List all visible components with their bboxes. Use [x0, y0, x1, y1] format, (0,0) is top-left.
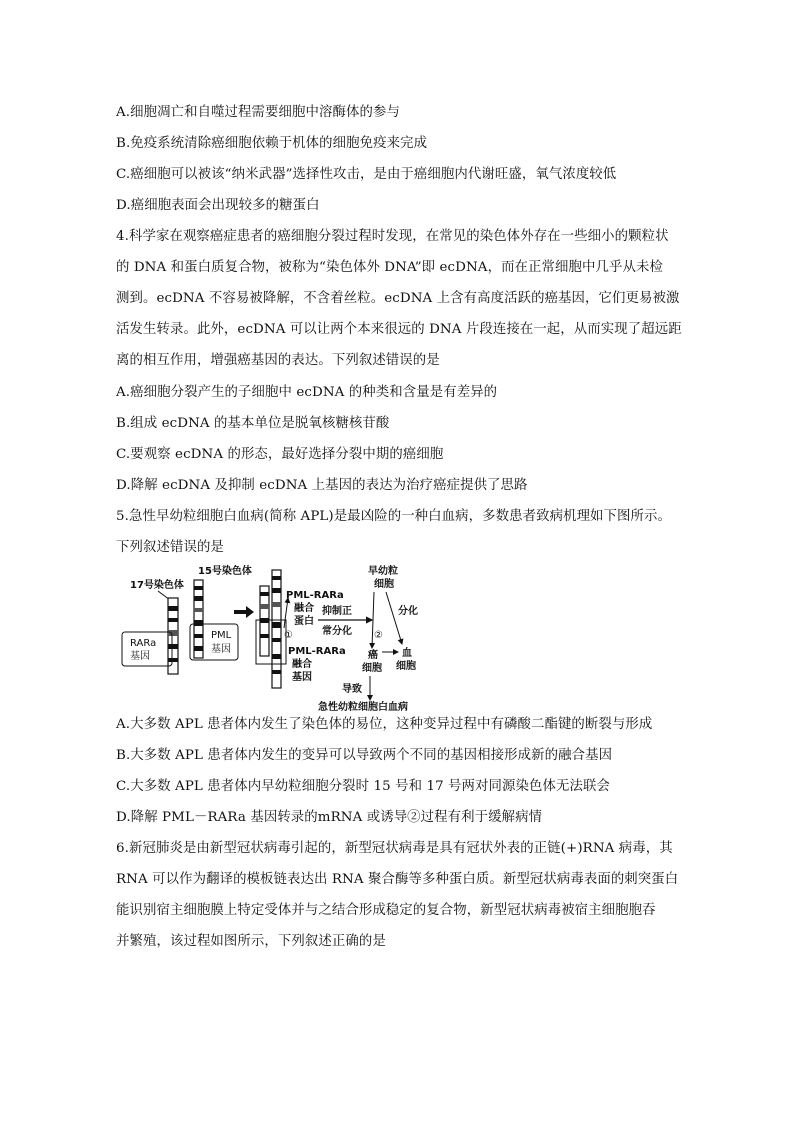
chr15-label: 15号染色体	[198, 566, 252, 577]
blood-cell-label-1: 血	[402, 648, 412, 659]
fusion-gene-label-2: 融合	[292, 659, 312, 670]
fusion-protein-label-1: PML-RARa	[286, 590, 344, 601]
q4-stem-line-5: 离的相互作用，增强癌基因的表达。下列叙述错误的是	[116, 353, 440, 368]
promyelocyte-label-1: 早幼粒	[368, 566, 398, 577]
q4-option-d: D.降解 ecDNA 及抑制 ecDNA 上基因的表达为治疗癌症提供了思路	[116, 478, 528, 493]
fusion-gene-label-1: PML-RARa	[288, 646, 346, 657]
q4-option-a: A.癌细胞分裂产生的子细胞中 ecDNA 的种类和含量是有差异的	[116, 385, 498, 400]
chromosome-15-icon	[194, 580, 203, 658]
q5-option-d: D.降解 PML－RARa 基因转录的mRNA 或诱导②过程有利于缓解病情	[116, 810, 543, 825]
apl-mechanism-diagram	[110, 562, 490, 714]
q5-option-b: B.大多数 APL 患者体内发生的变异可以导致两个不同的基因相接形成新的融合基因	[116, 748, 613, 763]
rara-gene-label-2: 基因	[130, 651, 150, 662]
q3-option-d: D.癌细胞表面会出现较多的糖蛋白	[116, 198, 320, 213]
pml-gene-label-1: PML	[211, 630, 232, 641]
chr17-label: 17号染色体	[130, 580, 184, 591]
q4-option-c: C.要观察 ecDNA 的形态，最好选择分裂中期的癌细胞	[116, 447, 444, 462]
cancer-cell-label-2: 细胞	[362, 663, 382, 674]
differentiate-arrow-icon	[386, 592, 402, 644]
differentiate-label: 分化	[398, 606, 418, 617]
fusion-protein-label-3: 蛋白	[294, 616, 314, 627]
inhibit-label-1: 抑制正	[322, 606, 352, 617]
q3-option-b: B.免疫系统清除癌细胞依赖于机体的细胞免疫来完成	[116, 136, 428, 151]
q4-option-b: B.组成 ecDNA 的基本单位是脱氧核糖核苷酸	[116, 416, 390, 431]
q6-stem-line-1: 6.新冠肺炎是由新型冠状病毒引起的，新型冠状病毒是具有冠状外表的正链(+)RNA 病毒，其	[116, 841, 673, 856]
cancer-cell-label-1: 癌	[368, 650, 378, 661]
translocation-arrow-icon	[234, 606, 254, 618]
q5-stem-line-1: 5.急性早幼粒细胞白血病(简称 APL)是最凶险的一种白血病，多数患者致病机理如下图所示。	[116, 509, 672, 524]
promyelocyte-label-2: 细胞	[374, 579, 394, 590]
rara-gene-label-1: RARa	[130, 638, 157, 649]
q4-stem-line-2: 的 DNA 和蛋白质复合物，被称为“染色体外 DNA”即 ecDNA，而在正常细胞中几乎从未检	[116, 260, 663, 275]
q4-stem-line-1: 4.科学家在观察癌症患者的癌细胞分裂过程时发现，在常见的染色体外存在一些细小的颗粒状	[116, 229, 669, 244]
step2-label: ②	[374, 630, 383, 641]
disease-label: 急性幼粒细胞白血病	[318, 702, 408, 713]
q4-stem-line-3: 测到。ecDNA 不容易被降解，不含着丝粒。ecDNA 上含有高度活跃的癌基因，它们更易被激	[116, 291, 680, 306]
q3-option-a: A.细胞凋亡和自噬过程需要细胞中溶酶体的参与	[116, 105, 400, 120]
step1-label: ①	[284, 630, 293, 641]
fusion-protein-label-2: 融合	[294, 603, 314, 614]
cause-label: 导致	[342, 684, 362, 695]
fusion-gene-label-3: 基因	[292, 672, 312, 683]
pml-gene-label-2: 基因	[211, 644, 231, 655]
inhibit-label-2: 常分化	[322, 626, 352, 637]
q5-stem-line-2: 下列叙述错误的是	[116, 540, 224, 555]
translocated-chromosome-icon	[260, 570, 281, 688]
q6-stem-line-3: 能识别宿主细胞膜上特定受体并与之结合形成稳定的复合物，新型冠状病毒被宿主细胞胞吞	[116, 903, 656, 918]
q6-stem-line-4: 并繁殖，该过程如图所示，下列叙述正确的是	[116, 934, 386, 949]
q6-stem-line-2: RNA 可以作为翻译的模板链表达出 RNA 聚合酶等多种蛋白质。新型冠状病毒表面的刺突蛋白	[116, 872, 679, 887]
q5-option-a: A.大多数 APL 患者体内发生了染色体的易位，这种变异过程中有磷酸二酯键的断裂与形成	[116, 717, 653, 732]
q4-stem-line-4: 活发生转录。此外，ecDNA 可以让两个本来很远的 DNA 片段连接在一起，从而实现了超远距	[116, 322, 682, 337]
chromosome-17-icon	[168, 598, 178, 674]
blood-cell-label-2: 细胞	[396, 661, 416, 672]
q5-option-c: C.大多数 APL 患者体内早幼粒细胞分裂时 15 号和 17 号两对同源染色体无法联会	[116, 779, 610, 794]
q3-option-c: C.癌细胞可以被该“纳米武器”选择性攻击，是由于癌细胞内代谢旺盛，氧气浓度较低	[116, 167, 617, 182]
